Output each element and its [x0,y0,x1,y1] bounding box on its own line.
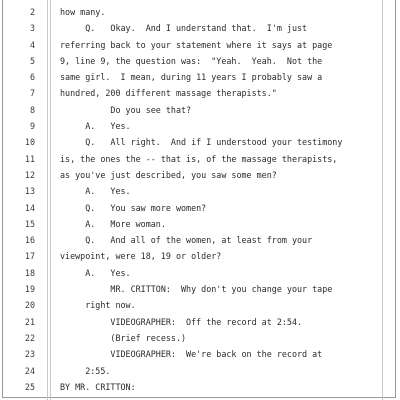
transcript-line [0,200,400,216]
transcript-line [0,183,400,199]
transcript-line [0,379,400,395]
line-number: 7 [29,88,35,99]
line-number: 13 [24,186,35,197]
line-number: 5 [29,55,35,66]
transcript-line [0,330,400,346]
transcript-line [0,232,400,248]
line-number: 15 [24,218,35,229]
transcript-line [0,265,400,281]
line-text: A. Yes. [60,267,131,278]
line-text: Q. You saw more women? [60,202,207,213]
transcript-line [0,314,400,330]
line-text: VIDEOGRAPHER: We're back on the record at [60,349,323,360]
line-number: 3 [29,23,35,34]
transcript-line [0,85,400,101]
line-text: (Brief recess.) [60,332,187,343]
transcript-line [0,134,400,150]
line-number: 14 [24,202,35,213]
line-number: 2 [29,7,35,17]
line-text: hundred, 200 different massage therapists." [60,88,277,99]
transcript-line [0,346,400,362]
line-number: 10 [24,137,35,148]
line-text: Do you see that? [60,104,192,115]
transcript-line [0,4,400,20]
line-text: A. More woman. [60,218,166,229]
line-number: 22 [24,332,35,343]
transcript-line [0,20,400,36]
transcript-line [0,69,400,85]
line-text: viewpoint, were 18, 19 or older? [60,251,222,262]
line-number: 8 [29,104,35,115]
transcript-line [0,53,400,69]
transcript-line [0,102,400,118]
line-number: 20 [24,300,35,311]
line-number: 9 [29,121,35,132]
line-text: 2:55. [60,365,111,376]
line-text: as you've just described, you saw some men? [60,169,277,180]
line-text: same girl. I mean, during 11 years I probably saw a [60,72,323,83]
line-text: 9, line 9, the question was: "Yeah. Yeah. Not the [60,55,323,66]
line-number: 25 [24,381,35,392]
line-number: 19 [24,284,35,295]
line-text: BY MR. CRITTON: [60,381,136,392]
line-number: 11 [24,153,35,164]
line-text: VIDEOGRAPHER: Off the record at 2:54. [60,316,303,327]
line-text: right now. [60,300,136,311]
line-number: 23 [24,349,35,360]
transcript-line [0,167,400,183]
line-number: 12 [24,169,35,180]
line-text: MR. CRITTON: Why don't you change your tape [60,284,333,295]
line-text: A. Yes. [60,186,131,197]
line-number: 16 [24,235,35,246]
line-text: Q. All right. And if I understood your testimony [60,137,343,148]
line-number: 6 [29,72,35,83]
line-number: 4 [29,39,35,50]
line-text: Q. And all of the women, at least from your [60,235,313,246]
transcript-line [0,151,400,167]
transcript-body [0,4,400,395]
transcript-line [0,297,400,313]
transcript-line [0,281,400,297]
transcript-line [0,216,400,232]
line-number: 21 [24,316,35,327]
transcript-line [0,248,400,264]
line-text: Q. Okay. And I understand that. I'm just [60,23,308,34]
line-number: 24 [24,365,35,376]
line-text: A. Yes. [60,121,131,132]
line-number: 17 [24,251,35,262]
line-number: 18 [24,267,35,278]
line-text: referring back to your statement where it says at page [60,39,333,50]
transcript-line [0,363,400,379]
line-text: is, the ones the -- that is, of the massage therapists, [60,153,338,164]
transcript-line [0,37,400,53]
line-text: how many. [60,7,106,17]
transcript-line [0,118,400,134]
